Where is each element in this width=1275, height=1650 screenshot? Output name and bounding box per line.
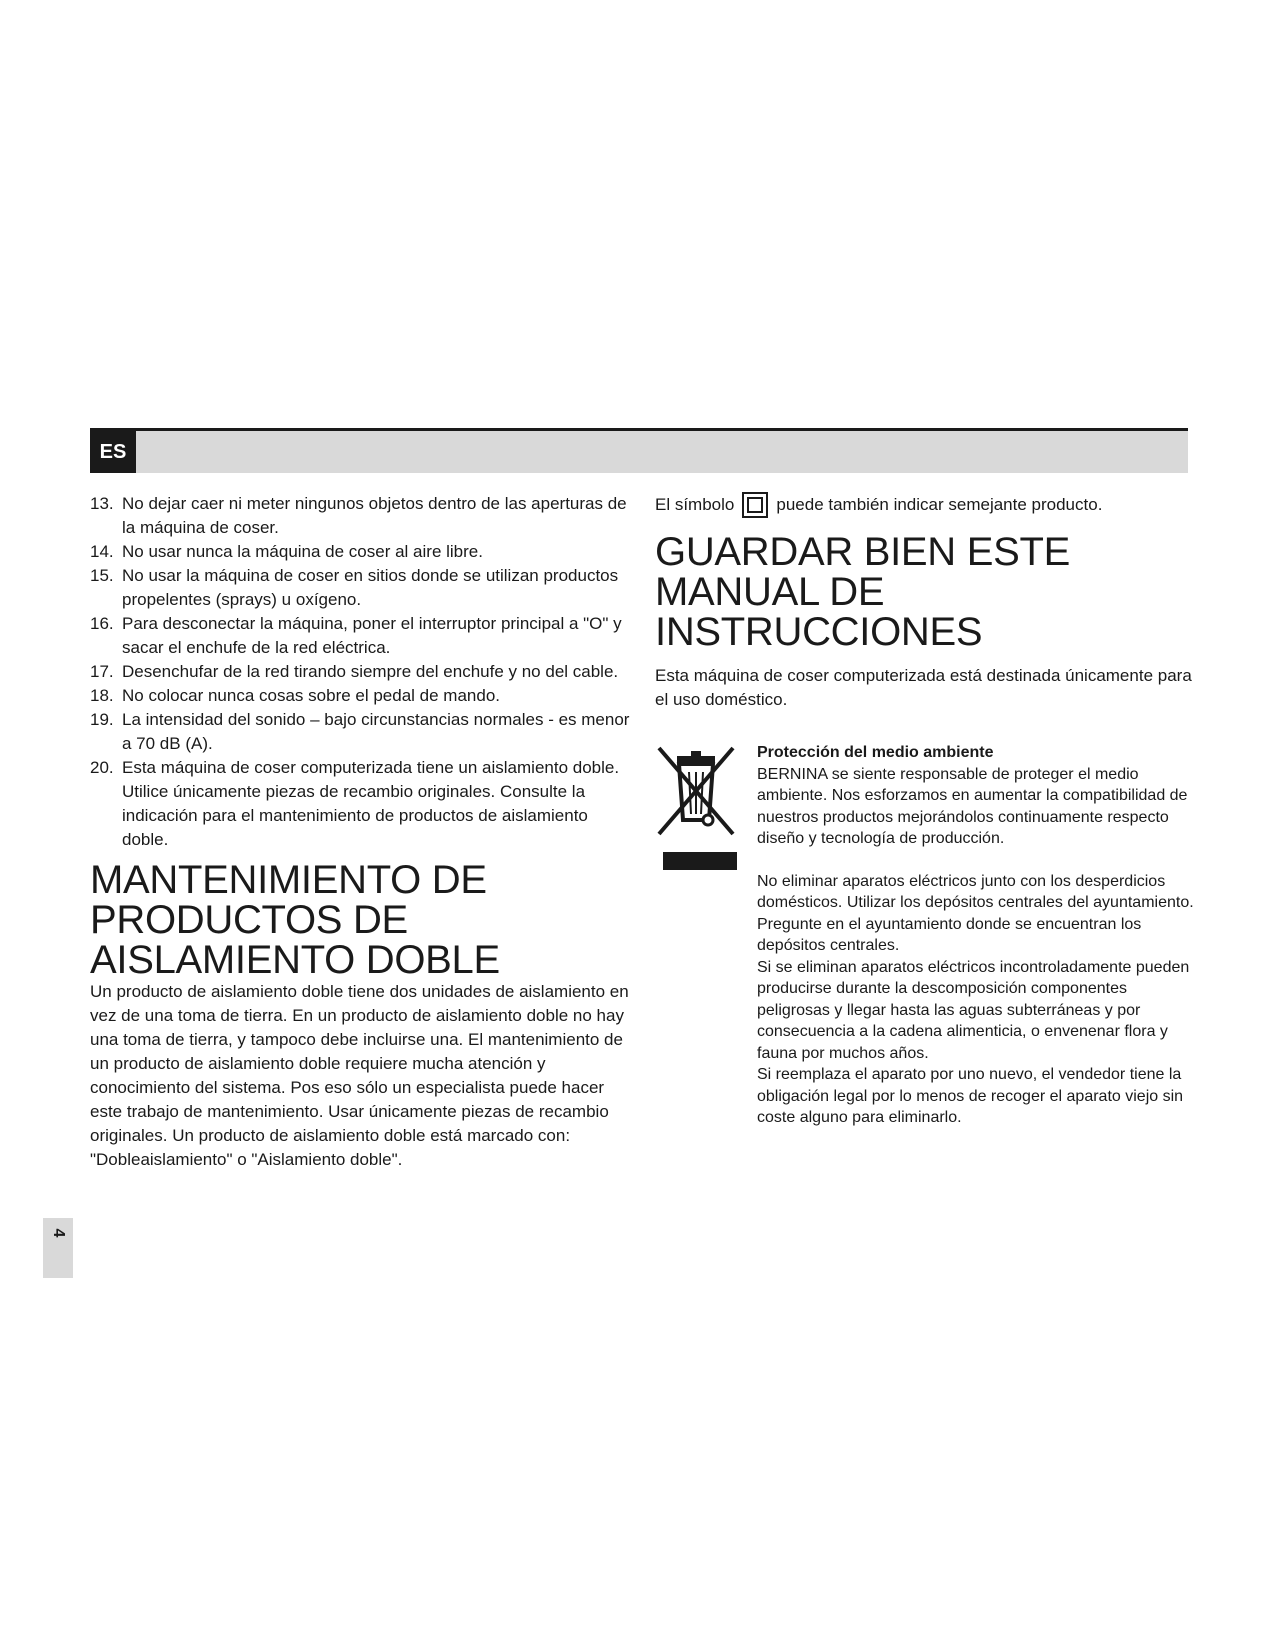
keep-manual-heading: GUARDAR BIEN ESTE MANUAL DE INSTRUCCIONES [655,530,1070,654]
list-item [90,540,630,564]
list-item-text: La intensidad del sonido – bajo circunstancias normales - es menor a 70 dB (A). [122,710,630,753]
list-item-number: 18. [90,686,114,705]
environment-paragraph: Si se eliminan aparatos eléctricos incontroladamente pueden producirse durante la descomposición componentes peligrosas y llegar hasta las aguas subterráneas y por consecuencia a la cadena alimenticia, o envenenar flora y fauna por muchos años. [757,958,1190,1062]
list-item-number: 15. [90,566,114,585]
language-tab: ES [90,431,136,473]
list-item [90,564,630,612]
list-item-text: Desenchufar de la red tirando siempre del enchufe y no del cable. [122,662,619,681]
list-item-number: 20. [90,758,114,777]
list-item-number: 16. [90,614,114,633]
double-insulation-square-icon [742,492,768,518]
page-number: 4 [50,1228,67,1238]
environment-text [757,742,1195,1129]
left-column [90,492,630,1172]
maintenance-body: Un producto de aislamiento doble tiene dos unidades de aislamiento en vez de una toma de tierra. En un producto de aislamiento doble no hay una toma de tierra, y tampoco debe incluirse una. El mantenimiento de un producto de aislamiento doble requiere mucha atención y conocimiento del sistema. Pos eso sólo un especialista puede hacer este trabajo de mantenimiento. Usar únicamente piezas de recambio originales. Un producto de aislamiento doble está marcado con: "Dobleaislamiento" o "Aislamiento doble". [90,982,629,1169]
list-item [90,684,630,708]
environment-title: Protección del medio ambiente [757,744,994,761]
environment-paragraph: BERNINA se siente responsable de proteger el medio ambiente. Nos esforzamos en aumentar la compatibilidad de nuestros productos mejorándolos continuamente respecto diseño y tecnología de producción. [757,765,1188,847]
symbol-note-after: puede también indicar semejante producto. [776,495,1103,514]
crossed-out-wheelie-bin-icon [655,742,737,872]
environment-section [655,742,1195,1129]
environment-paragraph: Si reemplaza el aparato por uno nuevo, el vendedor tiene la obligación legal por lo menos de recoger el aparato viejo sin coste alguno para eliminarlo. [757,1066,1184,1126]
list-item-number: 14. [90,542,114,561]
page-number-tab [43,1218,73,1278]
environment-paragraph: No eliminar aparatos eléctricos junto con los desperdicios domésticos. Utilizar los depósitos centrales del ayuntamiento. [757,872,1194,911]
list-item-text: No dejar caer ni meter ningunos objetos dentro de las aperturas de la máquina de coser. [122,494,627,537]
list-item [90,756,630,852]
list-item-text: No colocar nunca cosas sobre el pedal de mando. [122,686,501,705]
intended-use-text: Esta máquina de coser computerizada está destinada únicamente para el uso doméstico. [655,666,1192,709]
list-item [90,660,630,684]
list-item-text: No usar la máquina de coser en sitios donde se utilizan productos propelentes (sprays) u oxígeno. [122,566,619,609]
symbol-note-before: El símbolo [655,495,735,514]
list-item-number: 13. [90,494,114,513]
list-item-number: 19. [90,710,114,729]
right-column [655,492,1195,1129]
list-item [90,708,630,756]
list-item [90,492,630,540]
list-item-text: No usar nunca la máquina de coser al aire libre. [122,542,483,561]
list-item-number: 17. [90,662,114,681]
list-item [90,612,630,660]
list-item-text: Para desconectar la máquina, poner el interruptor principal a "O" y sacar el enchufe de la red eléctrica. [122,614,622,657]
safety-list [90,492,630,852]
symbol-note [655,492,1195,518]
maintenance-heading: MANTENIMIENTO DE PRODUCTOS DE AISLAMIENTO DOBLE [90,858,500,982]
list-item-text: Esta máquina de coser computerizada tiene un aislamiento doble. Utilice únicamente piezas de recambio originales. Consulte la indicación para el mantenimiento de productos de aislamiento doble. [122,758,620,849]
environment-paragraph: Pregunte en el ayuntamiento donde se encuentran los depósitos centrales. [757,915,1142,954]
header-band [90,431,1188,473]
